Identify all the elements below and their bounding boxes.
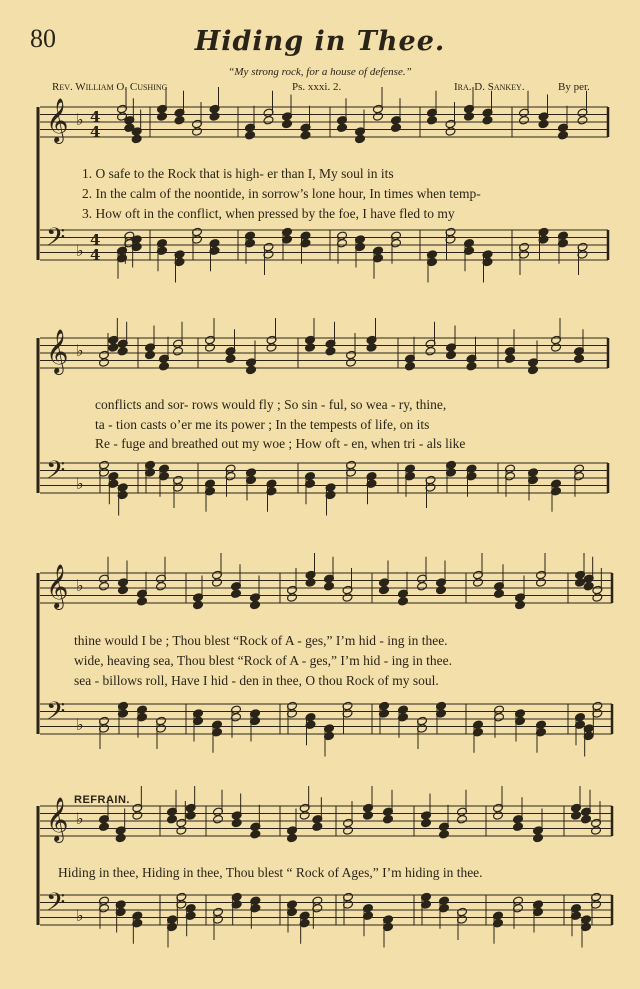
note-head bbox=[287, 593, 298, 603]
note-head bbox=[231, 589, 242, 599]
note-head bbox=[212, 578, 223, 588]
note-head bbox=[137, 596, 148, 606]
lyric-line-s1-v2: 2. In the calm of the noontide, in sorrow’s lone hour, In times when temp- bbox=[82, 186, 481, 201]
note-head bbox=[209, 112, 220, 122]
note-head bbox=[250, 600, 261, 610]
note-head bbox=[466, 361, 477, 371]
refrain-label: REFRAIN. bbox=[74, 794, 130, 806]
note-head bbox=[346, 358, 357, 368]
note-head bbox=[417, 581, 428, 591]
note-head bbox=[425, 346, 436, 356]
note-head bbox=[446, 350, 457, 360]
note-head bbox=[538, 119, 549, 129]
note-head bbox=[99, 358, 110, 368]
note-head bbox=[366, 343, 377, 353]
note-head bbox=[192, 127, 203, 137]
note-head bbox=[551, 343, 562, 353]
note-head bbox=[99, 581, 110, 591]
note-head bbox=[445, 127, 456, 137]
note-head bbox=[131, 134, 142, 144]
lyric-line-s2-v1: conflicts and sor- rows would fly ; So sin - ful, so wea - ry, thine, bbox=[95, 397, 447, 412]
note-head bbox=[193, 600, 204, 610]
note-head bbox=[405, 361, 416, 371]
note-head bbox=[115, 833, 126, 843]
bass-clef-icon: 𝄢 bbox=[46, 697, 66, 732]
permission-note: By per. bbox=[558, 81, 590, 93]
note-head bbox=[493, 811, 504, 821]
note-head bbox=[99, 822, 110, 832]
note-head bbox=[363, 811, 374, 821]
flat-icon: ♭ bbox=[76, 474, 84, 493]
treble-clef-icon: 𝄞 bbox=[46, 98, 69, 142]
note-head bbox=[213, 814, 224, 824]
note-head bbox=[473, 578, 484, 588]
note-head bbox=[185, 811, 196, 821]
note-head bbox=[519, 115, 530, 125]
note-head bbox=[145, 350, 156, 360]
note-head bbox=[312, 822, 323, 832]
note-head bbox=[421, 818, 432, 828]
lyric-line-s3-v2: wide, heaving sea, Thou blest “Rock of A - ges,” I’m hid - ing in thee. bbox=[74, 653, 453, 668]
note-head bbox=[246, 365, 257, 375]
flat-icon: ♭ bbox=[76, 241, 84, 260]
note-head bbox=[132, 811, 143, 821]
epigraph: “My strong rock, for a house of defense.” bbox=[228, 66, 412, 78]
treble-clef-icon: 𝄞 bbox=[46, 564, 69, 608]
note-head bbox=[536, 578, 547, 588]
lyric-line-refrain: Hiding in thee, Hiding in thee, Thou blest “ Rock of Ages,” I’m hiding in thee. bbox=[58, 865, 483, 880]
note-head bbox=[505, 354, 516, 364]
note-head bbox=[398, 596, 409, 606]
lyric-line-s3-v3: sea - billows roll, Have I hid - den in thee, O thou Rock of my soul. bbox=[74, 673, 439, 688]
note-head bbox=[231, 818, 242, 828]
treble-clef-icon: 𝄞 bbox=[46, 797, 69, 841]
flat-icon: ♭ bbox=[76, 341, 84, 360]
note-head bbox=[379, 585, 390, 595]
note-head bbox=[117, 346, 128, 356]
note-head bbox=[299, 811, 310, 821]
note-head bbox=[533, 833, 544, 843]
note-head bbox=[205, 343, 216, 353]
note-head bbox=[391, 123, 402, 133]
lyric-line-s1-v1: 1. O safe to the Rock that is high- er than I, My soul in its bbox=[82, 166, 394, 181]
note-head bbox=[305, 343, 316, 353]
composer-credit: Ira. D. Sankey. bbox=[454, 81, 525, 93]
note-head bbox=[305, 578, 316, 588]
note-head bbox=[287, 833, 298, 843]
bass-clef-icon: 𝄢 bbox=[46, 888, 66, 923]
scripture-reference: Ps. xxxi. 2. bbox=[292, 81, 342, 93]
time-signature: 4 bbox=[90, 123, 101, 141]
note-head bbox=[156, 581, 167, 591]
note-head bbox=[515, 600, 526, 610]
note-head bbox=[439, 829, 450, 839]
flat-icon: ♭ bbox=[76, 576, 84, 595]
page-number: 80 bbox=[30, 24, 56, 53]
note-head bbox=[325, 346, 336, 356]
flat-icon: ♭ bbox=[76, 110, 84, 129]
note-head bbox=[528, 365, 539, 375]
note-head bbox=[159, 361, 170, 371]
note-head bbox=[513, 822, 524, 832]
note-head bbox=[342, 593, 353, 603]
time-signature: 4 bbox=[90, 231, 101, 249]
note-head bbox=[282, 119, 293, 129]
note-head bbox=[558, 130, 569, 140]
note-head bbox=[263, 115, 274, 125]
lyric-line-s2-v3: Re - fuge and breathed out my woe ; How oft - en, when tri - als like bbox=[95, 436, 466, 451]
note-head bbox=[108, 343, 119, 353]
bass-clef-icon: 𝄢 bbox=[46, 223, 66, 258]
note-head bbox=[482, 115, 493, 125]
note-head bbox=[225, 354, 236, 364]
note-head bbox=[571, 811, 582, 821]
note-head bbox=[383, 814, 394, 824]
hymn-title: Hiding in Thee. bbox=[194, 26, 446, 57]
note-head bbox=[118, 585, 129, 595]
note-head bbox=[167, 814, 178, 824]
note-head bbox=[324, 581, 335, 591]
time-signature: 4 bbox=[90, 108, 101, 126]
lyric-line-s3-v1: thine would I be ; Thou blest “Rock of A - ges,” I’m hid - ing in thee. bbox=[74, 633, 448, 648]
note-head bbox=[300, 130, 311, 140]
note-head bbox=[464, 112, 475, 122]
note-head bbox=[355, 134, 366, 144]
author-credit: Rev. William O. Cushing bbox=[52, 81, 168, 93]
lyric-line-s1-v3: 3. How oft in the conflict, when pressed by the foe, I have fled to my bbox=[82, 206, 455, 221]
lyric-line-s2-v2: ta - tion casts o’er me its power ; In the tempests of life, on its bbox=[95, 417, 430, 432]
note-head bbox=[373, 112, 384, 122]
note-head bbox=[157, 112, 168, 122]
note-head bbox=[337, 123, 348, 133]
note-head bbox=[173, 346, 184, 356]
flat-icon: ♭ bbox=[76, 906, 84, 925]
note-head bbox=[245, 130, 256, 140]
note-head bbox=[250, 829, 261, 839]
note-head bbox=[343, 826, 354, 836]
flat-icon: ♭ bbox=[76, 715, 84, 734]
time-signature: 4 bbox=[90, 246, 101, 264]
flat-icon: ♭ bbox=[76, 809, 84, 828]
note-head bbox=[436, 585, 447, 595]
note-head bbox=[577, 115, 588, 125]
note-head bbox=[592, 593, 603, 603]
note-head bbox=[176, 826, 187, 836]
treble-clef-icon: 𝄞 bbox=[46, 329, 69, 373]
note-head bbox=[427, 115, 438, 125]
note-head bbox=[494, 589, 505, 599]
note-head bbox=[174, 115, 185, 125]
note-head bbox=[581, 814, 592, 824]
bass-clef-icon: 𝄢 bbox=[46, 456, 66, 491]
note-head bbox=[574, 354, 585, 364]
note-head bbox=[591, 826, 602, 836]
note-head bbox=[457, 814, 468, 824]
note-head bbox=[266, 343, 277, 353]
